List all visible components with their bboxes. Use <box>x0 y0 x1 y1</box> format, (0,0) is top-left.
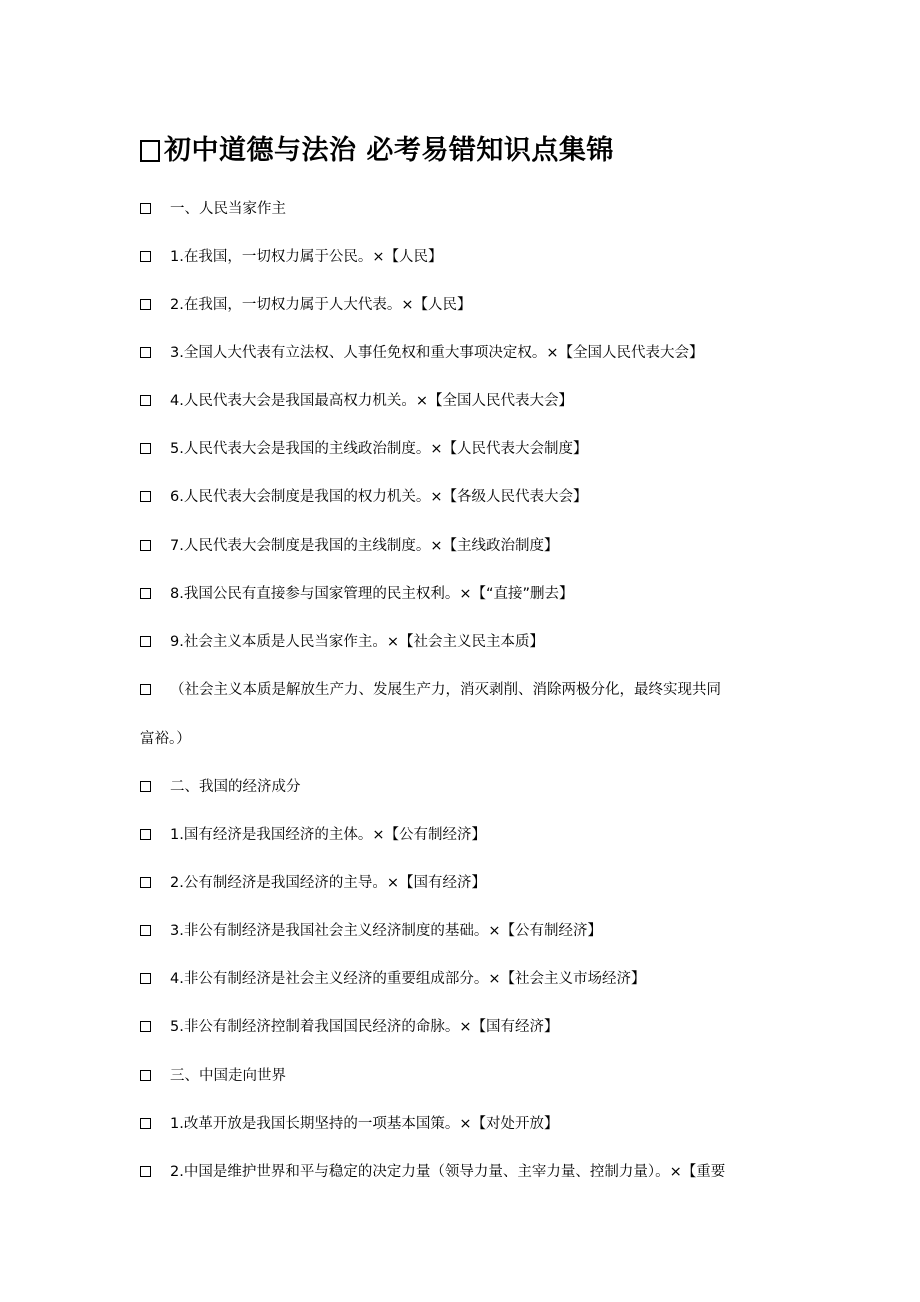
list-item <box>140 342 790 364</box>
line-text: 2.公有制经济是我国经济的主导。×【国有经济】 <box>170 875 486 891</box>
line-text: 2.在我国，一切权力属于人大代表。×【人民】 <box>170 297 472 313</box>
list-item <box>140 390 790 412</box>
checkbox-icon <box>140 203 151 214</box>
line-text: 二、我国的经济成分 <box>170 779 301 795</box>
line-text: 5.人民代表大会是我国的主线政治制度。×【人民代表大会制度】 <box>170 441 588 457</box>
checkbox-icon <box>140 140 160 162</box>
list-item <box>140 438 790 460</box>
list-item <box>140 486 790 508</box>
list-item <box>140 631 790 653</box>
list-item <box>140 968 790 990</box>
checkbox-icon <box>140 1166 151 1177</box>
line-text: 4.人民代表大会是我国最高权力机关。×【全国人民代表大会】 <box>170 393 573 409</box>
checkbox-icon <box>140 877 151 888</box>
list-item <box>140 246 790 268</box>
checkbox-icon <box>140 781 151 792</box>
list-item <box>140 294 790 316</box>
list-item <box>140 1161 790 1183</box>
line-text: 3.非公有制经济是我国社会主义经济制度的基础。×【公有制经济】 <box>170 923 602 939</box>
section-heading <box>140 1065 790 1087</box>
line-text: 4.非公有制经济是社会主义经济的重要组成部分。×【社会主义市场经济】 <box>170 971 646 987</box>
checkbox-icon <box>140 1070 151 1081</box>
line-text: 一、人民当家作主 <box>170 201 286 217</box>
line-text: 1.在我国，一切权力属于公民。×【人民】 <box>170 249 443 265</box>
document-title-text: 初中道德与法治 必考易错知识点集锦 <box>164 135 614 166</box>
checkbox-icon <box>140 540 151 551</box>
list-item <box>140 679 790 701</box>
list-item <box>140 920 790 942</box>
checkbox-icon <box>140 299 151 310</box>
checkbox-icon <box>140 491 151 502</box>
line-text: 1.改革开放是我国长期坚持的一项基本国策。×【对处开放】 <box>170 1116 559 1132</box>
line-text: 5.非公有制经济控制着我国国民经济的命脉。×【国有经济】 <box>170 1019 559 1035</box>
section-heading <box>140 198 790 220</box>
checkbox-icon <box>140 588 151 599</box>
checkbox-icon <box>140 684 151 695</box>
checkbox-icon <box>140 1118 151 1129</box>
checkbox-icon <box>140 636 151 647</box>
line-text: 7.人民代表大会制度是我国的主线制度。×【主线政治制度】 <box>170 538 559 554</box>
checkbox-icon <box>140 395 151 406</box>
checkbox-icon <box>140 443 151 454</box>
checkbox-icon <box>140 829 151 840</box>
checkbox-icon <box>140 1021 151 1032</box>
line-text: 3.全国人大代表有立法权、人事任免权和重大事项决定权。×【全国人民代表大会】 <box>170 345 704 361</box>
list-item <box>140 1113 790 1135</box>
line-text: 三、中国走向世界 <box>170 1068 286 1084</box>
list-item <box>140 1016 790 1038</box>
line-text: 2.中国是维护世界和平与稳定的决定力量（领导力量、主宰力量、控制力量）。×【重要 <box>170 1164 726 1180</box>
line-text: （社会主义本质是解放生产力、发展生产力，消灭剥削、消除两极分化，最终实现共同 <box>170 682 721 698</box>
line-text: 富裕。） <box>140 731 191 747</box>
list-item <box>140 824 790 846</box>
list-item <box>140 583 790 605</box>
checkbox-icon <box>140 347 151 358</box>
list-item-continuation <box>140 728 790 750</box>
section-heading <box>140 776 790 798</box>
checkbox-icon <box>140 925 151 936</box>
list-item <box>140 535 790 557</box>
document-title <box>140 131 614 171</box>
line-text: 1.国有经济是我国经济的主体。×【公有制经济】 <box>170 827 486 843</box>
line-text: 6.人民代表大会制度是我国的权力机关。×【各级人民代表大会】 <box>170 489 588 505</box>
line-text: 9.社会主义本质是人民当家作主。×【社会主义民主本质】 <box>170 634 544 650</box>
checkbox-icon <box>140 251 151 262</box>
list-item <box>140 872 790 894</box>
line-text: 8.我国公民有直接参与国家管理的民主权利。×【“直接”删去】 <box>170 586 574 602</box>
checkbox-icon <box>140 973 151 984</box>
